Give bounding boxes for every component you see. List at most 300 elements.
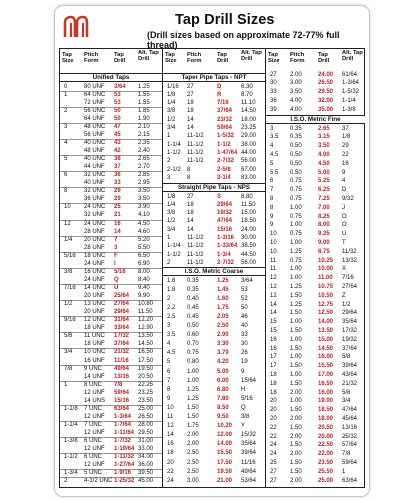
table-row <box>165 431 265 439</box>
pitch-form-cell: 64 UNC <box>84 91 106 98</box>
table-row <box>268 415 368 423</box>
tap-drill-cell: F <box>114 252 118 259</box>
tap-drill-cell: 29.50 <box>318 89 334 96</box>
pitch-form-cell: 11-1/2 <box>187 141 204 148</box>
tap-size-cell: 12 <box>167 423 174 430</box>
tap-size-cell: 1-1/2 <box>167 251 181 258</box>
alt-tap-drill-cell: 52 <box>241 295 248 302</box>
table-row <box>165 99 265 107</box>
alt-tap-drill-cell: 1.55 <box>138 91 150 98</box>
tap-size-cell: 5/16 <box>64 252 76 259</box>
table-row <box>165 107 265 115</box>
table-row <box>165 386 265 394</box>
tap-drill-cell: 2-7/32 <box>217 259 235 266</box>
tap-size-cell: 1/2 <box>167 116 176 123</box>
pitch-form-cell: 1.00 <box>187 368 199 375</box>
table-row <box>268 389 368 397</box>
table-row <box>268 169 368 177</box>
pitch-form-cell: 16 UNC <box>84 268 106 275</box>
table-row <box>268 371 368 379</box>
tap-drill-cell: 1-5/32 <box>217 133 235 140</box>
pitch-form-cell: 20 UNC <box>84 236 106 243</box>
alt-tap-drill-cell: 15.00 <box>241 210 257 217</box>
tap-size-cell: 27 <box>270 477 277 484</box>
alt-tap-drill-cell: 11/32 <box>342 248 357 255</box>
pitch-form-cell: 8 UNC <box>84 381 103 388</box>
pitch-form-cell: 2.00 <box>290 451 302 458</box>
alt-tap-drill-cell: 44.50 <box>241 251 257 258</box>
table-row <box>268 292 368 300</box>
pitch-form-cell: 1.25 <box>187 386 199 393</box>
col-alt-tap-drill: Alt. Tap Drill <box>138 50 159 62</box>
alt-tap-drill-cell: U <box>342 231 347 238</box>
col-tap-drill: Tap Drill <box>217 52 229 64</box>
tap-size-cell: 5 <box>64 156 68 163</box>
tap-drill-cell: 47 <box>114 123 121 130</box>
alt-tap-drill-cell: Y <box>241 423 246 430</box>
brand-logo-icon <box>63 15 89 39</box>
alt-tap-drill-cell: 11.50 <box>138 309 153 316</box>
tap-drill-cell: 12.50 <box>318 310 334 317</box>
pitch-form-cell: 2.00 <box>290 433 302 440</box>
tap-drill-cell: 13/16 <box>114 373 130 380</box>
tap-size-cell: 30 <box>270 80 277 87</box>
tap-drill-cell: 5.00 <box>318 169 330 176</box>
tap-size-cell: 7/16 <box>64 285 76 291</box>
table-row <box>165 459 265 467</box>
tap-size-cell: 8 <box>270 204 274 211</box>
tap-size-cell: 8 <box>64 188 68 195</box>
pitch-form-cell: 14 <box>187 218 194 225</box>
tap-drill-cell: 19.00 <box>318 398 334 405</box>
tap-drill-cell: 1-19/64 <box>114 446 135 453</box>
alt-tap-drill-cell: 9 <box>342 169 346 176</box>
pitch-form-cell: 8 <box>187 166 191 173</box>
tap-size-cell: 1/16 <box>167 83 179 90</box>
tap-size-cell: 14 <box>167 432 174 439</box>
tap-size-cell: 1/4 <box>167 100 176 107</box>
pitch-form-cell: 2.50 <box>187 468 199 475</box>
alt-tap-drill-cell: 5/8 <box>342 354 351 361</box>
tap-drill-cell: 11.00 <box>318 275 333 282</box>
tap-drill-cell: 47/64 <box>217 218 233 225</box>
tap-drill-cell: 38 <box>114 156 121 163</box>
tap-size-cell: 3.5 <box>167 332 176 339</box>
alt-tap-drill-cell: 83.00 <box>241 174 257 181</box>
pitch-form-cell: 0.35 <box>187 277 199 284</box>
tap-size-cell: 5/8 <box>64 333 73 340</box>
pitch-form-cell: 7 UNC <box>84 405 103 412</box>
tap-drill-cell: 35.00 <box>318 106 334 113</box>
tap-size-cell: 20 <box>270 398 277 405</box>
tap-size-cell: 5.5 <box>270 169 279 176</box>
table-row <box>268 125 368 133</box>
pitch-form-cell: 0.75 <box>290 178 302 185</box>
alt-tap-drill-cell: 3.50 <box>138 196 150 203</box>
tap-size-cell: 11 <box>270 266 277 273</box>
tap-drill-cell: 6.25 <box>318 187 330 194</box>
tap-size-cell: 3 <box>167 174 171 181</box>
alt-tap-drill-cell: 8.00 <box>138 268 150 275</box>
pitch-form-cell: 27 <box>187 193 194 200</box>
tap-drill-cell: 21.00 <box>217 477 233 484</box>
pitch-form-cell: 0.35 <box>290 125 302 132</box>
table-row <box>268 204 368 212</box>
section-straight-pipe: Straight Pipe Taps - NPS <box>163 183 265 192</box>
tap-drill-cell: 12.75 <box>318 301 334 308</box>
tap-size-cell: 1.6 <box>167 277 176 284</box>
alt-tap-drill-cell: Q <box>241 404 246 411</box>
table-row <box>165 304 265 312</box>
pitch-form-cell: 24 UNC <box>84 220 106 227</box>
tap-size-cell: 20 <box>167 459 174 466</box>
alt-tap-drill-cell: 56.00 <box>241 158 257 165</box>
pitch-form-cell: 11-1/2 <box>187 149 204 156</box>
alt-tap-drill-cell: 33 <box>241 332 248 339</box>
tap-drill-cell: 1.60 <box>217 295 229 302</box>
table-row <box>268 97 368 105</box>
tap-drill-cell: 2.65 <box>318 125 330 132</box>
tap-drill-cell: 15/16 <box>217 226 233 233</box>
tap-drill-cell: 59/64 <box>217 125 233 131</box>
tap-drill-cell: 22.00 <box>318 451 334 458</box>
tap-size-cell: 9 <box>270 213 274 220</box>
tap-size-cell: 1-1/4 <box>167 141 181 148</box>
table-row <box>268 265 368 273</box>
alt-tap-drill-cell: 30.00 <box>241 235 257 241</box>
tap-drill-cell: 2-7/32 <box>217 158 235 165</box>
table-row <box>268 248 368 256</box>
tap-drill-cell: 25.50 <box>318 468 334 475</box>
tap-drill-cell: 4.50 <box>318 160 330 167</box>
alt-tap-drill-cell: 57/64 <box>342 442 358 449</box>
tap-size-cell: 3 <box>270 125 274 132</box>
alt-tap-drill-cell: 4.50 <box>138 220 150 227</box>
tap-drill-cell: 7/16 <box>217 100 229 107</box>
tap-size-cell: 3.5 <box>270 134 279 141</box>
tap-size-cell: 1/4 <box>64 236 73 243</box>
tap-drill-cell: 1-11/32 <box>114 454 135 461</box>
pitch-form-cell: 11-1/2 <box>187 158 204 165</box>
tap-drill-cell: 3 <box>114 244 118 251</box>
alt-tap-drill-cell: 15/64 <box>241 377 257 384</box>
alt-tap-drill-cell: 50 <box>241 304 248 311</box>
alt-tap-drill-cell: 56.00 <box>241 259 257 266</box>
tap-drill-cell: 1-11/64 <box>114 430 135 437</box>
table-row <box>165 340 265 348</box>
tap-drill-cell: 33/64 <box>114 325 130 332</box>
tap-drill-cell: 5.25 <box>318 178 330 185</box>
tap-drill-cell: 37/64 <box>114 341 130 348</box>
tap-drill-cell: 8.25 <box>318 213 330 220</box>
col-pitch-form: Pitch Form <box>187 52 202 64</box>
pitch-form-cell: 20 UNF <box>84 309 105 316</box>
pitch-form-cell: 32 UNC <box>84 172 106 179</box>
tap-size-cell: 18 <box>270 380 277 387</box>
tap-size-cell: 7/8 <box>64 365 73 372</box>
tap-drill-cell: 1.45 <box>217 286 229 293</box>
tap-size-cell: 1-1/2 <box>64 454 78 461</box>
table-row <box>165 358 265 366</box>
pitch-form-cell: 1.00 <box>290 204 302 211</box>
tap-drill-cell: 1-1/2 <box>217 141 231 148</box>
tap-drill-cell: 13.50 <box>318 327 334 334</box>
pitch-form-cell: 56 UNF <box>84 131 105 138</box>
pitch-form-cell: 12 UNF <box>84 430 105 437</box>
tap-drill-cell: 27/64 <box>114 301 130 308</box>
pitch-form-cell: 1.50 <box>290 407 302 414</box>
tap-drill-cell: U <box>114 285 119 291</box>
tap-size-cell: 7 <box>270 187 274 194</box>
table-row <box>268 441 368 449</box>
section-iso-fine: I.S.O. Metric Fine <box>266 115 365 124</box>
table-row <box>268 106 368 114</box>
table-row <box>165 313 265 321</box>
alt-tap-drill-cell: 25/32 <box>342 433 358 440</box>
alt-tap-drill-cell: 2.65 <box>138 156 150 163</box>
pitch-form-cell: 11-1/2 <box>187 251 204 258</box>
pitch-form-cell: 13 UNC <box>84 301 106 308</box>
alt-tap-drill-cell: 9.90 <box>138 293 150 300</box>
pitch-form-cell: 1.00 <box>290 239 302 246</box>
tap-drill-cell: 49/64 <box>114 365 130 372</box>
table-row <box>268 257 368 265</box>
pitch-form-cell: 2.00 <box>290 71 302 78</box>
table-row <box>268 380 368 388</box>
alt-tap-drill-cell: 53/64 <box>241 477 257 484</box>
table-row <box>165 395 265 403</box>
alt-tap-drill-cell: 6.50 <box>138 252 150 259</box>
table-row <box>268 353 368 361</box>
col-pitch-form: Pitch Form <box>84 52 99 64</box>
pitch-form-cell: 1.50 <box>290 310 302 317</box>
alt-tap-drill-cell: 34.00 <box>138 454 154 461</box>
pitch-form-cell: 1.50 <box>290 292 302 299</box>
table-row <box>268 151 368 159</box>
tap-drill-cell: 31/64 <box>114 317 130 324</box>
tap-drill-cell: 16.00 <box>318 354 334 361</box>
tap-drill-card <box>54 5 370 497</box>
tap-drill-cell: 29/64 <box>217 201 233 208</box>
tap-size-cell: 15 <box>270 319 277 326</box>
alt-tap-drill-cell: 2.35 <box>138 139 150 146</box>
tap-size-cell: 1 <box>64 381 68 388</box>
pitch-form-cell: 2.00 <box>187 432 199 439</box>
tap-size-cell: 22 <box>270 424 277 431</box>
tap-drill-cell: 2-5/8 <box>217 166 231 173</box>
alt-tap-drill-cell: 16 <box>342 160 349 167</box>
pitch-form-cell: 9 UNC <box>84 365 103 372</box>
pitch-form-cell: 20 UNF <box>84 293 105 300</box>
alt-tap-drill-cell: 2.85 <box>138 172 150 179</box>
alt-tap-drill-cell: 1-3/64 <box>342 80 360 87</box>
tap-size-cell: 1-1/4 <box>167 243 181 250</box>
alt-tap-drill-cell: 12.90 <box>138 325 154 332</box>
pitch-form-cell: 80 UNF <box>84 83 105 90</box>
alt-tap-drill-cell: 21/32 <box>342 380 358 387</box>
tap-size-cell: 15 <box>270 327 277 334</box>
pitch-form-cell: 2.50 <box>187 459 199 466</box>
pitch-form-cell: 0.50 <box>187 323 199 329</box>
tap-size-cell: 3 <box>167 323 171 329</box>
tap-size-cell: 1 <box>64 91 68 98</box>
pitch-form-cell: 18 <box>187 201 194 208</box>
pitch-form-cell: 4.00 <box>290 97 302 104</box>
pitch-form-cell: 12 UNF <box>84 462 105 469</box>
tap-size-cell: 1-3/4 <box>64 470 78 477</box>
tap-size-cell: 1-3/8 <box>64 438 78 445</box>
tap-drill-cell: 32.00 <box>318 97 334 104</box>
alt-tap-drill-cell: 1/2 <box>342 301 351 308</box>
alt-tap-drill-cell: 38.00 <box>241 141 257 148</box>
pitch-form-cell: 1.50 <box>290 442 302 449</box>
pitch-form-cell: 8 <box>187 174 191 181</box>
tap-size-cell: 6 <box>64 172 68 179</box>
pitch-form-cell: 0.60 <box>187 332 199 339</box>
table-row <box>165 149 265 157</box>
tap-drill-cell: 1-47/64 <box>217 149 238 156</box>
table-row <box>268 450 368 458</box>
tap-drill-cell: 50 <box>114 115 121 122</box>
tap-drill-cell: 6.00 <box>217 377 229 384</box>
table-row <box>165 259 265 267</box>
tap-size-cell: 6 <box>167 368 171 375</box>
tap-size-cell: 1/2 <box>64 301 73 308</box>
tap-drill-cell: 4.20 <box>217 359 229 366</box>
alt-tap-drill-cell: 13/16 <box>342 424 358 431</box>
alt-tap-drill-cell: 9/32 <box>342 195 354 202</box>
pitch-form-cell: 1.50 <box>290 380 302 387</box>
alt-tap-drill-cell: 36.00 <box>138 462 154 469</box>
pitch-form-cell: 14 <box>187 116 194 123</box>
tap-size-cell: 9 <box>270 222 274 229</box>
tap-drill-cell: 2.05 <box>217 313 229 320</box>
tap-size-cell: 1-1/4 <box>64 422 78 429</box>
pitch-form-cell: 0.45 <box>187 304 199 311</box>
tap-drill-cell: 20.50 <box>318 424 334 431</box>
pitch-form-cell: 0.80 <box>187 359 199 366</box>
tap-drill-cell: 9.50 <box>217 414 229 420</box>
alt-tap-drill-cell: 63/64 <box>342 477 358 484</box>
alt-tap-drill-cell: 1.25 <box>138 83 150 90</box>
alt-tap-drill-cell: 46 <box>241 313 248 320</box>
pitch-form-cell: 14 UNC <box>84 285 106 291</box>
alt-tap-drill-cell: 40 <box>241 323 248 329</box>
drill-table <box>59 48 365 488</box>
table-row <box>268 213 368 221</box>
alt-tap-drill-cell: 38.50 <box>241 243 257 250</box>
table-row <box>165 91 265 99</box>
pitch-form-cell: 0.45 <box>187 313 199 320</box>
alt-tap-drill-cell: 59/64 <box>342 459 358 466</box>
alt-tap-drill-cell: Z <box>342 292 346 299</box>
alt-tap-drill-cell: 33.00 <box>138 446 154 453</box>
tap-drill-cell: I <box>114 260 116 267</box>
tap-size-cell: 17 <box>270 354 277 361</box>
tap-size-cell: 5 <box>167 359 171 366</box>
alt-tap-drill-cell: 35/64 <box>342 319 358 326</box>
tap-drill-cell: 15.00 <box>318 336 334 343</box>
table-row <box>268 345 368 353</box>
table-row <box>165 242 265 250</box>
alt-tap-drill-cell: 67.00 <box>241 166 257 173</box>
col-alt-tap-drill: Alt. Tap Drill <box>342 50 363 62</box>
tap-size-cell: 1 <box>167 133 171 140</box>
alt-tap-drill-cell: 44.00 <box>241 149 257 156</box>
pitch-form-cell: 4-1/2 UNC <box>84 478 113 485</box>
pitch-form-cell: 2.00 <box>187 441 199 448</box>
pitch-form-cell: 64 UNF <box>84 115 105 122</box>
tap-drill-cell: 16 <box>114 220 121 227</box>
tap-size-cell: 3/8 <box>167 210 176 217</box>
alt-tap-drill-cell: 17.50 <box>138 357 154 364</box>
table-row <box>268 283 368 291</box>
tap-drill-cell: 42 <box>114 147 121 154</box>
tap-size-cell: 22 <box>270 433 277 440</box>
pitch-form-cell: 11-1/2 <box>187 259 204 266</box>
pitch-form-cell: 18 UNF <box>84 341 105 348</box>
table-row <box>165 404 265 412</box>
tap-drill-cell: 17.50 <box>217 459 233 466</box>
alt-tap-drill-cell: 4.60 <box>138 228 150 235</box>
alt-tap-drill-cell: 6.90 <box>138 260 150 267</box>
table-row <box>165 251 265 259</box>
tap-size-cell: 1/4 <box>167 201 176 208</box>
alt-tap-drill-cell: 2.10 <box>138 123 150 130</box>
table-row <box>165 286 265 294</box>
tap-drill-cell: 45 <box>114 131 121 138</box>
tap-drill-cell: 24.00 <box>318 71 334 78</box>
pitch-form-cell: 0.35 <box>187 286 199 293</box>
alt-tap-drill-cell: 29.00 <box>241 133 257 140</box>
pitch-form-cell: 1.50 <box>290 363 302 370</box>
pitch-form-cell: 0.75 <box>290 187 302 194</box>
tap-drill-cell: R <box>217 91 222 98</box>
alt-tap-drill-cell: 26.50 <box>138 413 154 420</box>
table-row <box>62 477 162 485</box>
table-row <box>165 174 265 182</box>
pitch-form-cell: 1.00 <box>187 377 199 384</box>
tap-size-cell: 8 <box>167 386 171 393</box>
tap-drill-cell: 33 <box>114 180 121 187</box>
pitch-form-cell: 24 UNF <box>84 260 105 267</box>
tap-drill-cell: 19.50 <box>217 468 233 475</box>
tap-drill-cell: 53 <box>114 99 121 106</box>
tap-drill-cell: 10.25 <box>318 257 334 264</box>
alt-tap-drill-cell: 31.00 <box>138 438 154 445</box>
table-row <box>268 362 368 370</box>
pitch-form-cell: 2.00 <box>290 389 302 396</box>
tap-size-cell: 25 <box>270 459 277 466</box>
tap-size-cell: 18 <box>167 450 174 457</box>
tap-drill-cell: 3/64 <box>114 83 126 90</box>
alt-tap-drill-cell: 45.00 <box>138 478 154 485</box>
tap-size-cell: 5 <box>270 160 274 167</box>
tap-drill-cell: 3.30 <box>217 341 229 348</box>
col-tap-size: Tap Size <box>62 52 74 64</box>
col-alt-tap-drill: Alt. Tap Drill <box>241 50 262 62</box>
tap-drill-cell: S <box>217 193 222 200</box>
alt-tap-drill-cell: 18.00 <box>241 116 257 123</box>
tap-drill-cell: 50 <box>114 107 121 114</box>
pitch-form-cell: 12 UNF <box>84 446 105 453</box>
tap-drill-cell: 29 <box>114 196 121 203</box>
tap-size-cell: 0 <box>64 83 68 90</box>
tap-size-cell: 2 <box>64 478 68 485</box>
tap-size-cell: 3/8 <box>64 268 73 275</box>
alt-tap-drill-cell: 30 <box>241 341 248 348</box>
table-row <box>268 133 368 141</box>
